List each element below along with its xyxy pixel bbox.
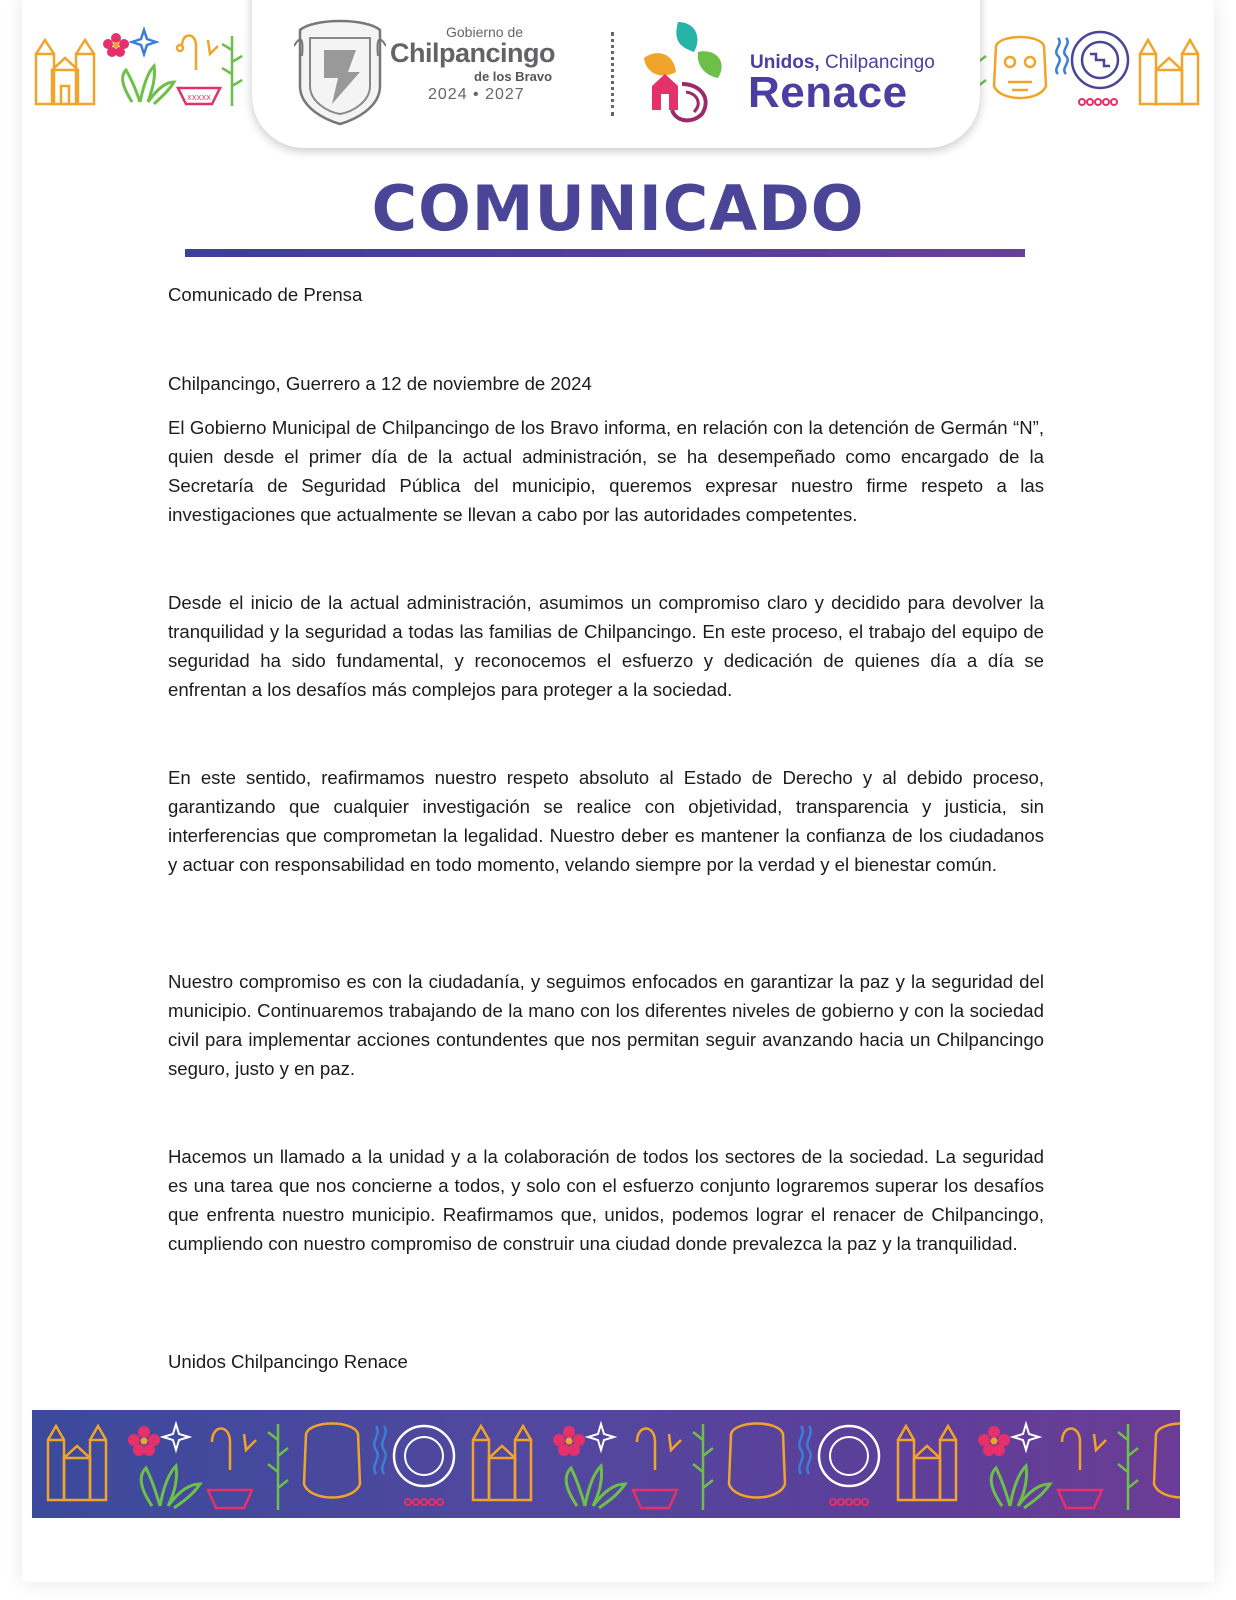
unidos-city: Chilpancingo [819,52,935,73]
document-heading: Comunicado de Prensa [168,284,363,305]
footer-tile [48,1424,454,1511]
municipal-government-wordmark [390,24,570,114]
paragraph-3: En este sentido, reafirmamos nuestro respeto absoluto al Estado de Derecho y al debido proceso, garantizando que cualquier investigación se realice con objetividad, transparencia y justicia, sin interferencias que comprometan la legalidad. Nuestro deber es mantener la confianza de los ciudadanos y actuar con responsabilidad en todo momento, velando siempre por la verdad y el bienestar común. [168,767,1044,875]
document-page [22,0,1214,1582]
svg-text:XXXXX: XXXXX [187,94,211,102]
footer-tile [898,1424,1180,1511]
circular-glyph-icon [1072,32,1128,88]
logo-divider [611,32,614,116]
paragraph-1: El Gobierno Municipal de Chilpancingo de los Bravo informa, en relación con la detención de Germán “N”, quien desde el primer día de la actual administración, se ha desempeñado como encargado de la Secretaría de Seguridad Pública del municipio, queremos expresar nuestro firme respeto a las investigaciones que actualmente se llevan a cabo por las autoridades competentes. [168,417,1044,525]
city-name: Chilpancingo [390,38,555,68]
municipal-crest-icon [294,16,386,126]
unidos-bold: Unidos, [750,52,820,73]
header-logo-badge [252,0,980,148]
signature: Unidos Chilpancingo Renace [168,1351,408,1372]
paragraph-5: Hacemos un llamado a la unidad y a la colaboración de todos los sectores de la sociedad. La seguridad es una tarea que nos concierne a todos, y solo con el esfuerzo conjunto lograremos superar los desafíos que enfrenta nuestro municipio. Reafirmamos que, unidos, podemos lograr el renacer de Chilpancingo, cumpliendo con nuestro compromiso de construir una ciudad donde prevalezca la paz y la tranquilidad. [168,1146,1044,1254]
plant-icon [222,36,242,106]
sparkle-icon [132,30,156,54]
flower-icon [103,33,129,57]
renace-wordmark: Renace [748,68,908,117]
city-subtitle: de los Bravo [474,69,553,84]
agave-icon [123,66,174,104]
church-icon [1140,40,1198,104]
dateline: Chilpancingo, Guerrero a 12 de noviembre de 2024 [168,373,592,394]
decorative-footer-banner [32,1410,1180,1518]
dots-icon [1079,99,1117,105]
jaguar-mask-icon [994,37,1046,98]
decorative-pattern-top-right [970,26,1205,110]
paragraph-4: Nuestro compromiso es con la ciudadanía, y seguimos enfocados en garantizar la paz y la seguridad del municipio. Continuaremos trabajando de la mano con los diferentes niveles de gobierno y con la sociedad civil para implementar acciones contundentes que nos permitan seguir avanzando hacia un Chilpancingo seguro, justo y en paz. [168,971,1044,1079]
paragraph-2: Desde el inicio de la actual administración, asumimos un compromiso claro y decidido para devolver la tranquilidad y la seguridad a todas las familias de Chilpancingo. En este proceso, el trabajo del equipo de seguridad ha sido fundamental, y reconocemos el esfuerzo y dedicación de quienes día a día se enfrentan a los desafíos más complejos para proteger a la sociedad. [168,592,1044,700]
gobierno-label: Gobierno de [446,24,524,40]
bowl-icon [178,88,220,104]
fountain-icon [177,36,218,71]
administration-years: 2024 • 2027 [428,86,525,103]
wave-icon [1056,38,1067,74]
page-title: COMUNICADO [371,172,865,245]
footer-pattern [32,1410,1180,1518]
church-icon [36,40,94,104]
decorative-pattern-top-left [32,26,254,110]
title-underline [185,249,1025,257]
renace-emblem-icon [632,18,732,128]
footer-tile [473,1424,879,1511]
